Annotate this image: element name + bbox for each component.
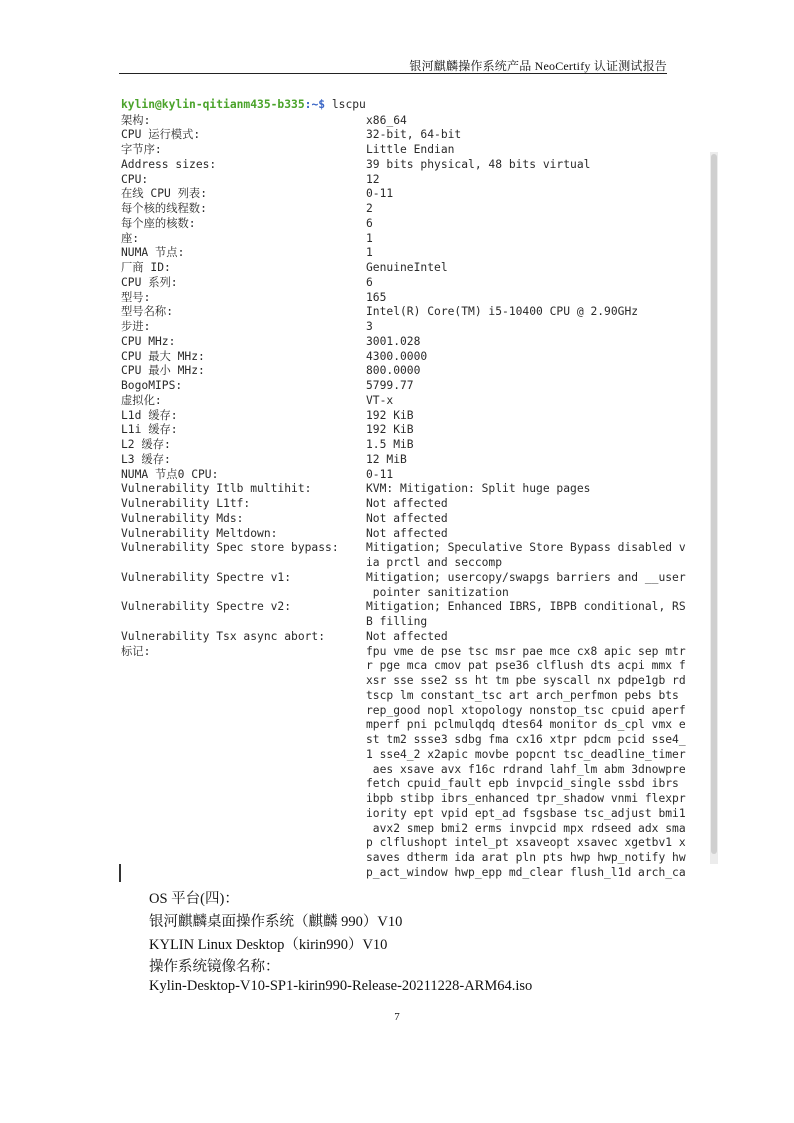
- lscpu-value: 12 MiB: [366, 452, 407, 466]
- lscpu-key: Vulnerability Spectre v2:: [121, 600, 292, 614]
- terminal-window-edge: [119, 864, 121, 882]
- lscpu-key: 虚拟化:: [121, 393, 162, 407]
- lscpu-value: Not affected: [366, 629, 448, 643]
- lscpu-value: xsr sse sse2 ss ht tm pbe syscall nx pdpe1gb rd: [366, 674, 686, 687]
- lscpu-key: 在线 CPU 列表:: [121, 187, 207, 201]
- lscpu-value: p clflushopt intel_pt xsaveopt xsavec xgetbv1 x: [366, 836, 686, 850]
- lscpu-key: 座:: [121, 231, 140, 245]
- lscpu-key: 步进:: [121, 320, 151, 333]
- lscpu-value: 192 KiB: [366, 423, 414, 437]
- lscpu-value: GenuineIntel: [366, 261, 448, 274]
- lscpu-value: pointer sanitization: [366, 585, 509, 599]
- lscpu-key: Vulnerability Itlb multihit:: [121, 482, 312, 496]
- lscpu-key: Vulnerability Tsx async abort:: [121, 629, 326, 643]
- lscpu-value: 12: [366, 172, 380, 186]
- os-name-cn: 银河麒麟桌面操作系统（麒麟 990）V10: [149, 914, 403, 930]
- lscpu-key: NUMA 节点0 CPU:: [121, 467, 219, 481]
- iso-name-label: 操作系统镜像名称：: [149, 959, 280, 975]
- lscpu-key: CPU 最大 MHz:: [121, 349, 205, 363]
- report-header-title: 银河麒麟操作系统产品 NeoCertify 认证测试报告: [409, 59, 667, 73]
- lscpu-value: 0-11: [366, 187, 394, 201]
- lscpu-value: Not affected: [366, 497, 448, 510]
- lscpu-value: Not affected: [366, 511, 448, 525]
- lscpu-key: L2 缓存:: [121, 438, 171, 451]
- os-name-en: KYLIN Linux Desktop（kirin990）V10: [149, 937, 388, 953]
- lscpu-value: tscp lm constant_tsc art arch_perfmon pebs bts: [366, 688, 679, 702]
- lscpu-value: 4300.0000: [366, 349, 428, 363]
- lscpu-key: 标记:: [121, 644, 151, 658]
- lscpu-value: aes xsave avx f16c rdrand lahf_lm abm 3dnowpre: [366, 762, 686, 776]
- lscpu-value: 1 sse4_2 x2apic movbe popcnt tsc_deadline_timer: [366, 747, 686, 761]
- lscpu-value: fetch cpuid_fault epb invpcid_single ssbd ibrs: [366, 777, 679, 791]
- lscpu-key: CPU:: [121, 172, 149, 186]
- lscpu-value: st tm2 ssse3 sdbg fma cx16 xtpr pdcm pcid sse4_: [366, 733, 686, 746]
- lscpu-key: BogoMIPS:: [121, 379, 183, 392]
- lscpu-key: L1i 缓存:: [121, 423, 178, 437]
- lscpu-value: p_act_window hwp_epp md_clear flush_l1d arch_ca: [366, 865, 686, 879]
- lscpu-value: 165: [366, 290, 387, 304]
- lscpu-value: avx2 smep bmi2 erms invpcid mpx rdseed adx sma: [366, 821, 686, 835]
- terminal-screenshot: [119, 96, 717, 882]
- lscpu-value: 3001.028: [366, 334, 421, 348]
- lscpu-value: mperf pni pclmulqdq dtes64 monitor ds_cpl vmx e: [366, 718, 686, 732]
- lscpu-value: 1: [366, 231, 373, 245]
- lscpu-value: VT-x: [366, 393, 394, 407]
- lscpu-key: Vulnerability L1tf:: [121, 497, 251, 510]
- lscpu-key: Vulnerability Mds:: [121, 511, 244, 525]
- lscpu-key: CPU 最小 MHz:: [121, 364, 205, 378]
- os-platform-heading: OS 平台(四)：: [149, 891, 239, 907]
- lscpu-key: 字节序:: [121, 143, 162, 156]
- lscpu-key: 架构:: [121, 113, 151, 127]
- page-number: 7: [394, 1011, 400, 1023]
- lscpu-key: Vulnerability Meltdown:: [121, 526, 278, 540]
- lscpu-value: Mitigation; Enhanced IBRS, IBPB conditional, RS: [366, 600, 686, 614]
- prompt-command: lscpu: [325, 98, 366, 111]
- lscpu-value: 1.5 MiB: [366, 438, 414, 451]
- lscpu-value: saves dtherm ida arat pln pts hwp hwp_notify hw: [366, 851, 686, 864]
- lscpu-value: iority ept vpid ept_ad fsgsbase tsc_adjust bmi1: [366, 806, 686, 820]
- iso-filename: Kylin-Desktop-V10-SP1-kirin990-Release-20211228-ARM64.iso: [149, 978, 533, 994]
- lscpu-key: L1d 缓存:: [121, 408, 178, 422]
- lscpu-key: 厂商 ID:: [121, 261, 171, 274]
- lscpu-key: 型号名称:: [121, 305, 173, 319]
- lscpu-value: rep_good nopl xtopology nonstop_tsc cpuid aperf: [366, 703, 686, 717]
- lscpu-value: 0-11: [366, 467, 394, 481]
- lscpu-value: ibpb stibp ibrs_enhanced tpr_shadow vnmi flexpr: [366, 792, 686, 805]
- terminal-prompt-line: [121, 97, 366, 112]
- prompt-user-host: kylin@kylin-qitianm435-b335: [121, 98, 305, 111]
- prompt-path: :~$: [304, 98, 326, 111]
- terminal-scrollbar-thumb[interactable]: [711, 154, 717, 854]
- lscpu-key: Address sizes:: [121, 157, 217, 171]
- lscpu-value: 3: [366, 320, 373, 333]
- lscpu-value: fpu vme de pse tsc msr pae mce cx8 apic sep mtr: [366, 644, 686, 658]
- lscpu-value: Little Endian: [366, 143, 455, 156]
- lscpu-value: 6: [366, 216, 373, 230]
- lscpu-value: ia prctl and seccomp: [366, 556, 503, 569]
- lscpu-key: L3 缓存:: [121, 452, 171, 466]
- lscpu-value: 192 KiB: [366, 408, 414, 422]
- lscpu-value: 6: [366, 275, 373, 289]
- lscpu-value: r pge mca cmov pat pse36 clflush dts acpi mmx f: [366, 659, 686, 673]
- lscpu-value: x86_64: [366, 113, 407, 127]
- lscpu-key: Vulnerability Spec store bypass:: [121, 541, 339, 555]
- lscpu-value: Mitigation; usercopy/swapgs barriers and __user: [366, 570, 686, 584]
- lscpu-value: Not affected: [366, 526, 448, 540]
- lscpu-value: Intel(R) Core(TM) i5-10400 CPU @ 2.90GHz: [366, 305, 639, 319]
- lscpu-value: 800.0000: [366, 364, 421, 378]
- lscpu-key: 每个座的核数:: [121, 216, 196, 230]
- lscpu-value: KVM: Mitigation: Split huge pages: [366, 482, 591, 496]
- lscpu-value: B filling: [366, 615, 428, 628]
- lscpu-value: 32-bit, 64-bit: [366, 128, 462, 142]
- lscpu-key: CPU 运行模式:: [121, 128, 201, 142]
- lscpu-key: NUMA 节点:: [121, 246, 185, 260]
- header-divider: [119, 73, 667, 74]
- lscpu-key: CPU MHz:: [121, 334, 176, 348]
- lscpu-key: CPU 系列:: [121, 275, 178, 289]
- lscpu-value: Mitigation; Speculative Store Bypass disabled v: [366, 541, 686, 555]
- lscpu-key: 型号:: [121, 290, 151, 304]
- lscpu-value: 1: [366, 246, 373, 260]
- lscpu-value: 39 bits physical, 48 bits virtual: [366, 157, 591, 171]
- lscpu-key: 每个核的线程数:: [121, 202, 207, 215]
- lscpu-key: Vulnerability Spectre v1:: [121, 570, 292, 584]
- lscpu-value: 2: [366, 202, 373, 215]
- lscpu-value: 5799.77: [366, 379, 414, 392]
